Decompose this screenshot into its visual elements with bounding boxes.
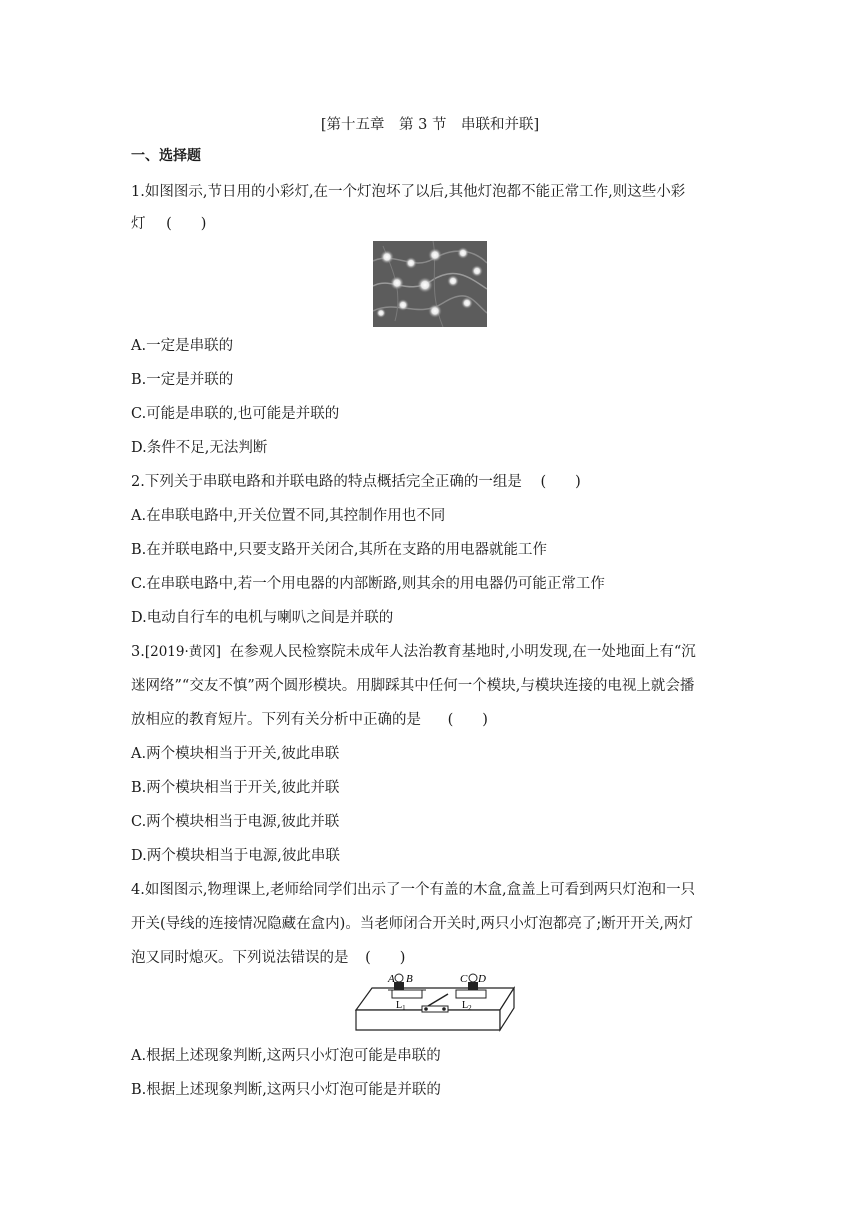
answer-paren: ( ) bbox=[166, 216, 207, 232]
bulb-l1-label: $L_1$ bbox=[396, 1000, 406, 1012]
terminal-d-label: D bbox=[478, 973, 486, 985]
question-3-text-3: 放相应的教育短片。下列有关分析中正确的是 bbox=[131, 712, 421, 728]
question-4-text-3: 泡又同时熄灭。下列说法错误的是 bbox=[131, 950, 349, 966]
option-c: C.在串联电路中,若一个用电器的内部断路,则其余的用电器仍可能正常工作 bbox=[131, 576, 605, 592]
option-c: C.两个模块相当于电源,彼此并联 bbox=[131, 814, 340, 830]
question-2-stem bbox=[131, 472, 581, 492]
option-b: B.一定是并联的 bbox=[131, 372, 234, 388]
option-a: A.一定是串联的 bbox=[131, 338, 234, 354]
option-d: D.条件不足,无法判断 bbox=[131, 440, 268, 456]
answer-paren: ( ) bbox=[365, 950, 406, 966]
fairy-lights-photo bbox=[373, 241, 487, 327]
answer-paren: ( ) bbox=[447, 712, 488, 728]
option-a: A.两个模块相当于开关,彼此串联 bbox=[131, 746, 340, 762]
question-3-number: 3. bbox=[131, 644, 145, 660]
question-4-stem-line2: 开关(导线的连接情况隐藏在盒内)。当老师闭合开关时,两只小灯泡都亮了;断开开关,两灯 bbox=[131, 916, 693, 932]
section-heading: 一、选择题 bbox=[131, 148, 201, 164]
question-3-text-1: 在参观人民检察院未成年人法治教育基地时,小明发现,在一处地面上有“沉 bbox=[229, 644, 696, 660]
option-d: D.两个模块相当于电源,彼此串联 bbox=[131, 848, 340, 864]
question-3-stem-line1 bbox=[131, 642, 696, 662]
terminal-a-label: A bbox=[388, 973, 395, 985]
question-1-stem-line1: 1.如图图示,节日用的小彩灯,在一个灯泡坏了以后,其他灯泡都不能正常工作,则这些小彩 bbox=[131, 184, 686, 200]
terminal-c-label: C bbox=[460, 973, 468, 985]
wooden-box-diagram bbox=[352, 968, 518, 1038]
option-a: A.在串联电路中,开关位置不同,其控制作用也不同 bbox=[131, 508, 446, 524]
question-2-text: 2.下列关于串联电路和并联电路的特点概括完全正确的一组是 bbox=[131, 474, 522, 490]
option-b: B.根据上述现象判断,这两只小灯泡可能是并联的 bbox=[131, 1082, 441, 1098]
option-c: C.可能是串联的,也可能是并联的 bbox=[131, 406, 340, 422]
bulb-l2-label: $L_2$ bbox=[462, 1000, 472, 1012]
question-4-stem-line1: 4.如图图示,物理课上,老师给同学们出示了一个有盖的木盒,盒盖上可看到两只灯泡和一只 bbox=[131, 882, 696, 898]
terminal-b-label: B bbox=[406, 973, 413, 985]
question-1-stem-end: 灯 bbox=[131, 216, 146, 232]
option-b: B.两个模块相当于开关,彼此并联 bbox=[131, 780, 340, 796]
question-3-stem-line2: 迷网络”“交友不慎”两个圆形模块。用脚踩其中任何一个模块,与模块连接的电视上就会播 bbox=[131, 678, 695, 694]
fairy-lights-image bbox=[373, 241, 487, 327]
question-3-stem-line3 bbox=[131, 710, 488, 730]
box-with-bulbs-figure bbox=[352, 968, 518, 1038]
option-a: A.根据上述现象判断,这两只小灯泡可能是串联的 bbox=[131, 1048, 441, 1064]
page-title: [第十五章 第 3 节 串联和并联] bbox=[320, 117, 540, 133]
question-source: [2019·黄冈] bbox=[144, 644, 222, 660]
option-b: B.在并联电路中,只要支路开关闭合,其所在支路的用电器就能工作 bbox=[131, 542, 547, 558]
answer-paren: ( ) bbox=[540, 474, 581, 490]
question-4-stem-line3 bbox=[131, 948, 405, 968]
option-d: D.电动自行车的电机与喇叭之间是并联的 bbox=[131, 610, 394, 626]
question-1-stem-line2 bbox=[131, 214, 206, 234]
